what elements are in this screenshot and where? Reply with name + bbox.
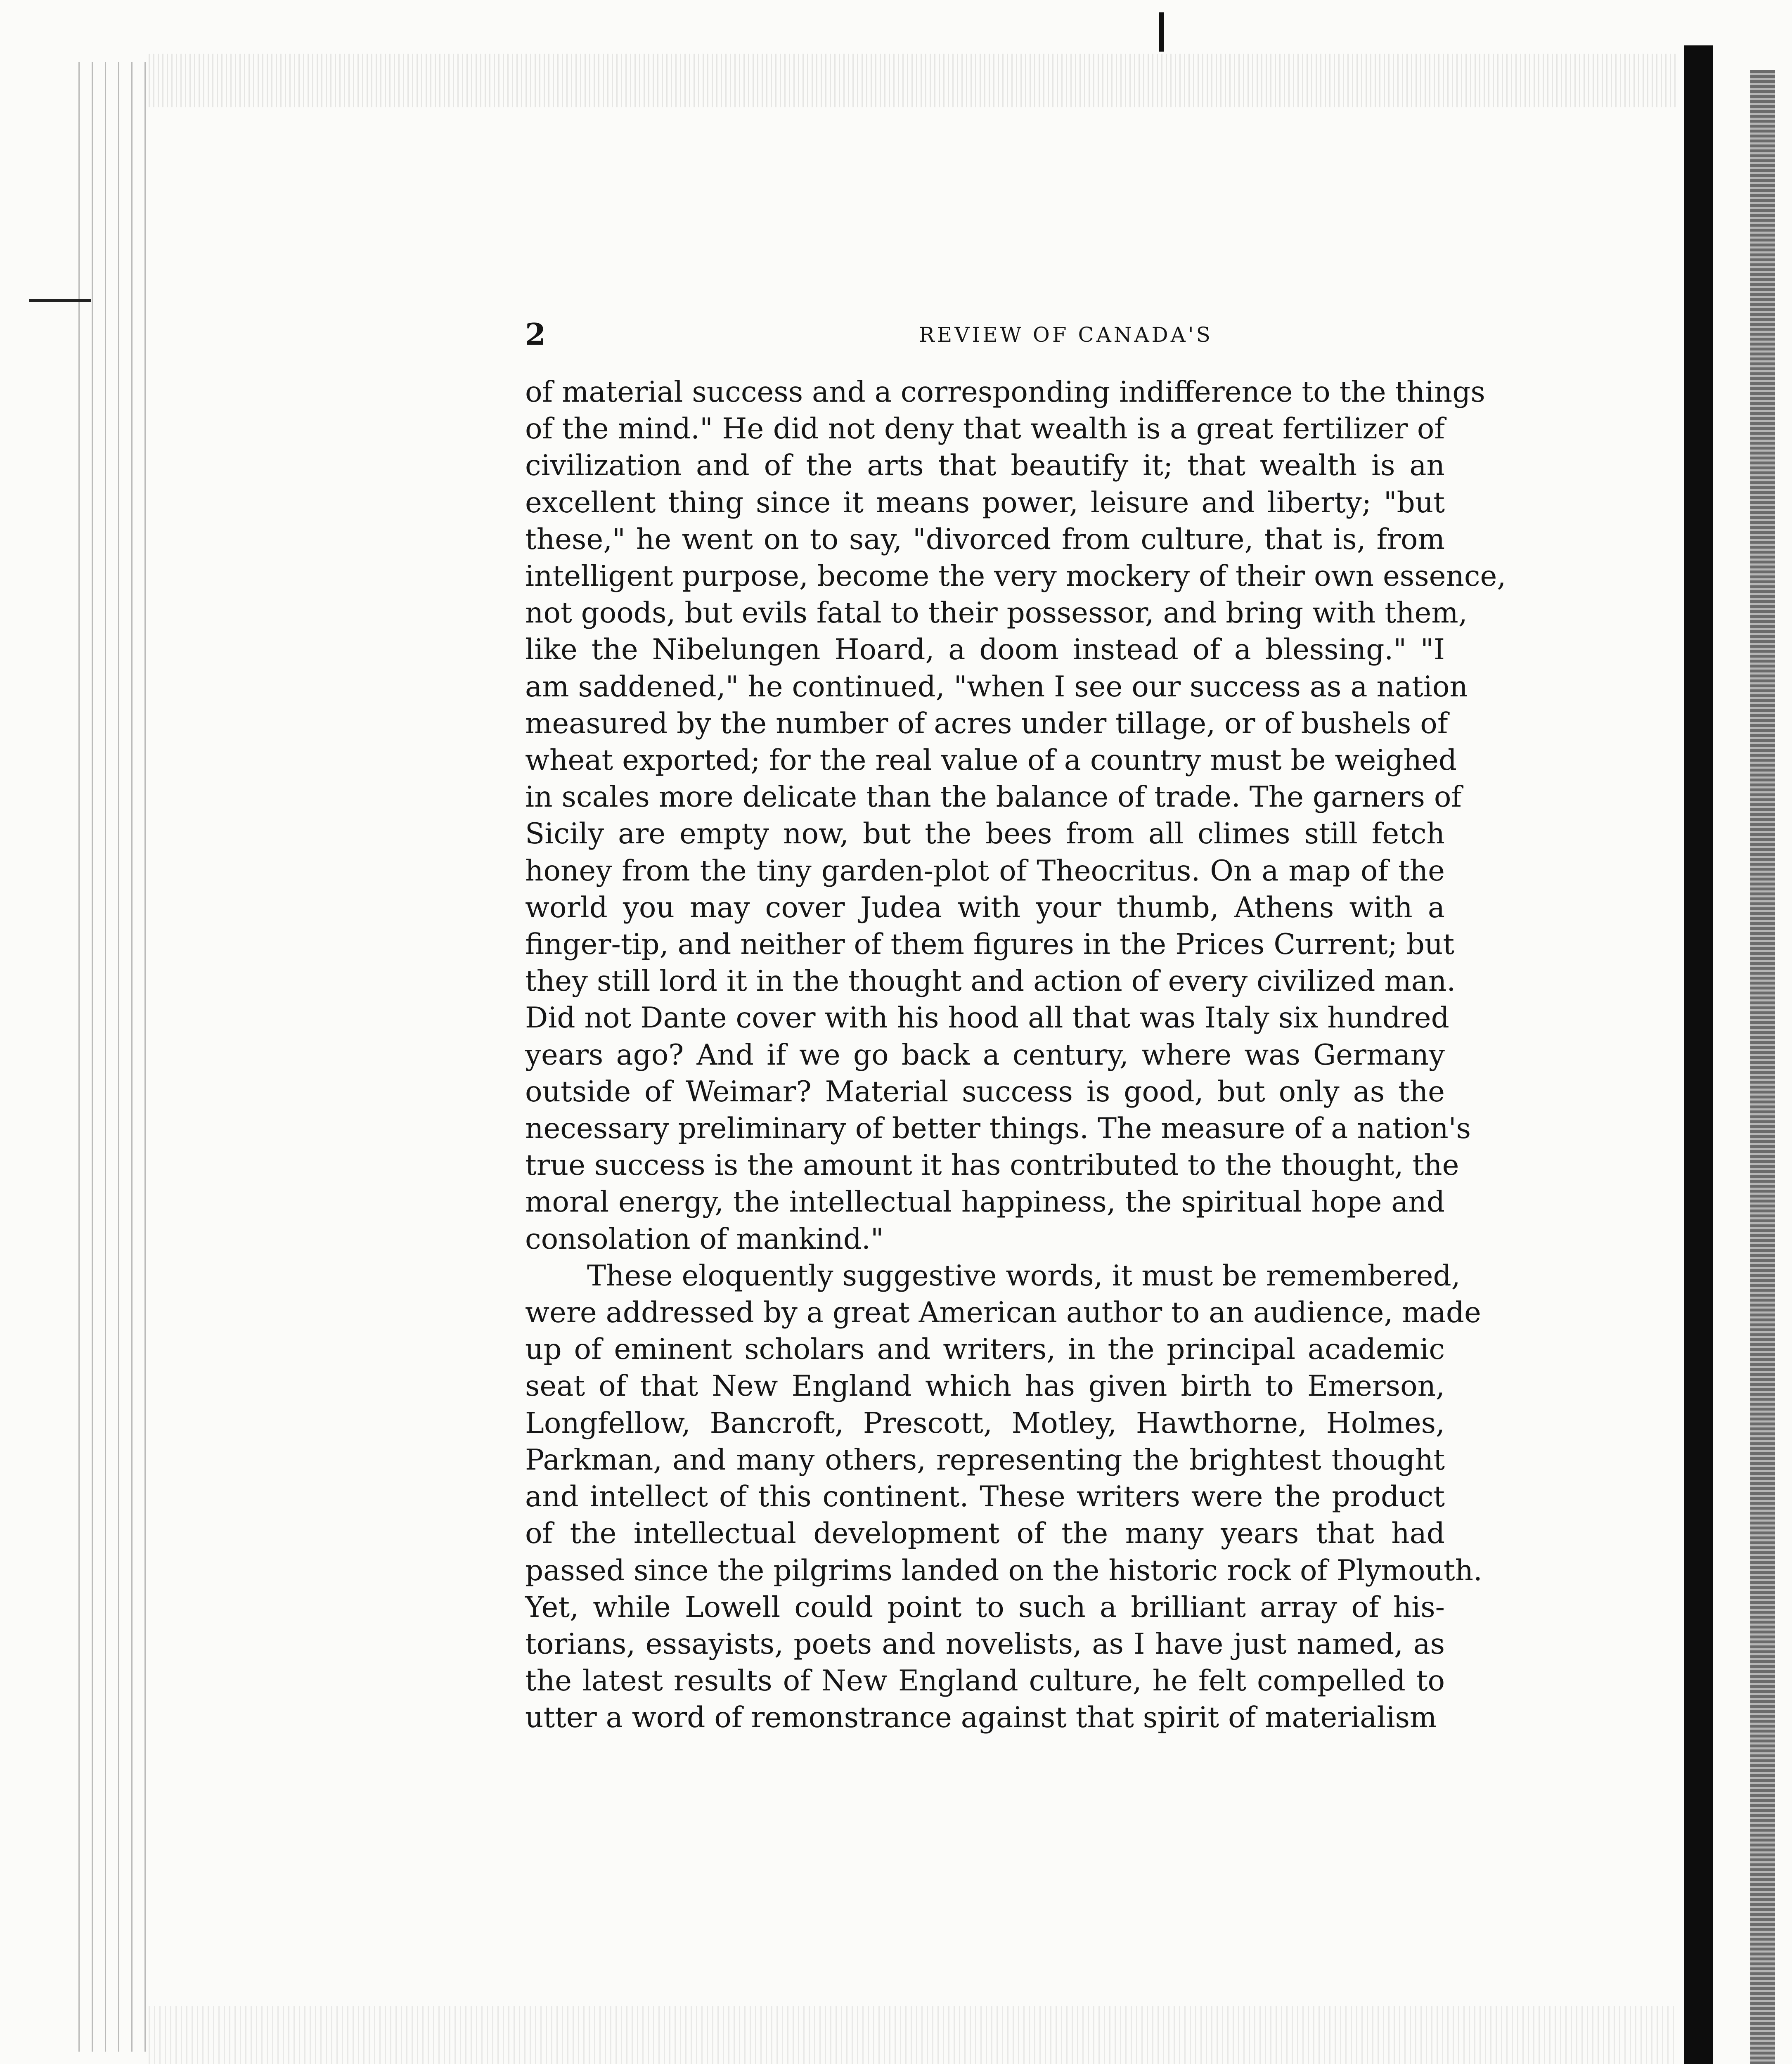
text-line: years ago? And if we go back a century, where was Germany [525, 1038, 1445, 1072]
text-line: of the mind." He did not deny that wealth is a great fertilizer of [525, 412, 1445, 446]
text-line: Yet, while Lowell could point to such a brilliant array of his- [525, 1591, 1445, 1624]
text-line: intelligent purpose, become the very mockery of their own essence, [525, 560, 1506, 593]
text-line: excellent thing since it means power, leisure and liberty; "but [525, 486, 1445, 519]
running-head-title: REVIEW OF CANADA'S [919, 323, 1213, 347]
text-line: in scales more delicate than the balance of trade. The garners of [525, 781, 1462, 814]
text-line: wheat exported; for the real value of a country must be weighed [525, 744, 1457, 777]
text-line: of the intellectual development of the many years that had [525, 1517, 1445, 1550]
text-line: passed since the pilgrims landed on the historic rock of Plymouth. [525, 1554, 1482, 1587]
text-line: Longfellow, Bancroft, Prescott, Motley, Hawthorne, Holmes, [525, 1406, 1445, 1440]
left-scan-mark [29, 299, 91, 302]
text-line: not goods, but evils fatal to their possessor, and bring with them, [525, 596, 1468, 630]
paragraph [525, 374, 1506, 1258]
text-line: am saddened," he continued, "when I see our success as a nation [525, 670, 1468, 703]
text-line: necessary preliminary of better things. The measure of a nation's [525, 1112, 1471, 1146]
text-line: and intellect of this continent. These writers were the product [525, 1480, 1445, 1514]
text-line: outside of Weimar? Material success is good, but only as the [525, 1075, 1445, 1108]
page-number: 2 [525, 317, 546, 352]
text-line: these," he went on to say, "divorced from culture, that is, from [525, 523, 1445, 556]
text-line: finger-tip, and neither of them figures in the Prices Current; but [525, 928, 1455, 961]
text-line: true success is the amount it has contributed to the thought, the [525, 1149, 1459, 1182]
text-line: the latest results of New England culture, he felt compelled to [525, 1664, 1445, 1698]
text-line: consolation of mankind." [525, 1222, 884, 1256]
scan-calibration-strip [1750, 70, 1775, 2064]
text-line: These eloquently suggestive words, it must be remembered, [587, 1259, 1461, 1292]
right-page-edge [1684, 45, 1713, 2064]
text-line: of material success and a corresponding indifference to the things [525, 376, 1485, 409]
text-line: honey from the tiny garden-plot of Theocritus. On a map of the [525, 854, 1445, 888]
top-scan-noise [149, 54, 1676, 107]
text-line: they still lord it in the thought and action of every civilized man. [525, 965, 1456, 998]
body-text [525, 374, 1506, 1737]
text-line: world you may cover Judea with your thumb, Athens with a [525, 891, 1445, 924]
top-scan-mark [1159, 12, 1164, 52]
text-line: seat of that New England which has given birth to Emerson, [525, 1370, 1445, 1403]
text-line: measured by the number of acres under tillage, or of bushels of [525, 707, 1448, 740]
paragraph [525, 1258, 1482, 1737]
text-line: utter a word of remonstrance against that spirit of materialism [525, 1701, 1437, 1735]
text-line: were addressed by a great American author to an audience, made [525, 1296, 1481, 1330]
text-line: Parkman, and many others, representing the brightest thought [525, 1443, 1445, 1477]
text-line: like the Nibelungen Hoard, a doom instead of a blessing." "I [525, 633, 1445, 667]
text-line: moral energy, the intellectual happiness, the spiritual hope and [525, 1186, 1445, 1219]
text-line: civilization and of the arts that beautify it; that wealth is an [525, 449, 1445, 483]
running-head [525, 312, 1458, 357]
text-line: Sicily are empty now, but the bees from all climes still fetch [525, 817, 1445, 851]
bottom-scan-noise [149, 2006, 1676, 2064]
text-line: torians, essayists, poets and novelists, as I have just named, as [525, 1627, 1445, 1661]
text-line: up of eminent scholars and writers, in the principal academic [525, 1333, 1445, 1366]
text-line: Did not Dante cover with his hood all that was Italy six hundred [525, 1001, 1449, 1035]
binding-shadow [74, 62, 157, 2052]
